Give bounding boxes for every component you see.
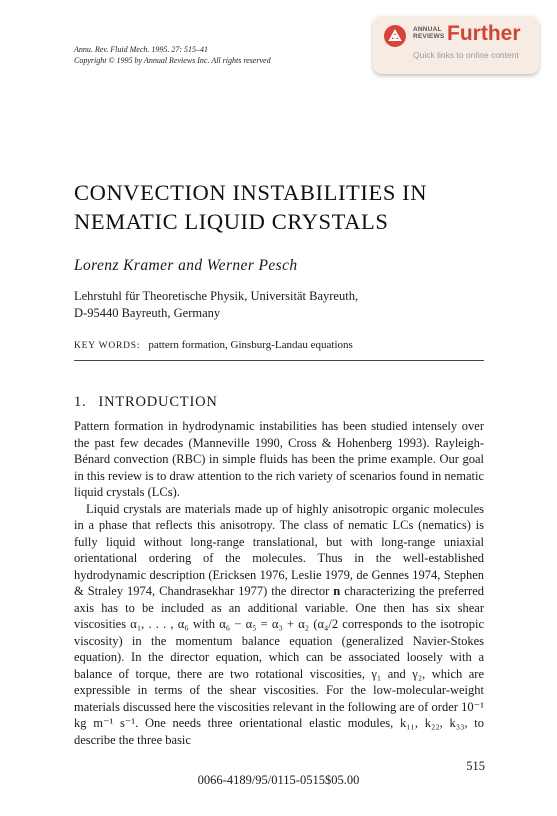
- further-badge[interactable]: [373, 16, 539, 74]
- paragraph-2-part-b: characterizing the preferred axis has to be included as an additional variable. One then has six shear viscosities α₁, . . . , α₆ with α₆ − α₅ = α₃ + α₂ (α₄/2 corresponds to the isotropic viscosity) in the momentum balance equation (generalized Navier-Stokes equation). In the director equation, which can be associated loosely with a balance of torque, there are two rotational viscosities, γ₁ and γ₂, which are expressible in terms of the shear viscosities. For the low-molecular-weight materials discussed here the viscosities relevant in the following are of order 10⁻¹ kg m⁻¹ s⁻¹. One needs three orientational elastic modules, k₁₁, k₂₂, k₃₃, to describe the three basic: [74, 584, 484, 747]
- further-brand-line2: REVIEWS: [413, 33, 445, 40]
- keywords-label: KEY WORDS:: [74, 341, 141, 351]
- keywords: [74, 339, 353, 351]
- journal-citation-line: Annu. Rev. Fluid Mech. 1995. 27: 515–41: [74, 45, 209, 54]
- annual-reviews-logo-icon: [384, 25, 406, 47]
- issn-line: 0066-4189/95/0115-0515$05.00: [197, 773, 360, 787]
- body-text: [74, 418, 484, 748]
- further-tagline: Quick links to online content: [413, 50, 519, 60]
- further-word: Further: [447, 22, 521, 45]
- paragraph-2-part-a: Liquid crystals are materials made up of highly anisotropic organic molecules in a phase that reflects this anisotropy. The class of nematic LCs (nematics) is fully liquid without long-range translational, but with long-range uniaxial orientational ordering of the molecules. Thus in the well-established hydrodynamic description (Ericksen 1976, Leslie 1979, de Gennes 1974, Stephen & Straley 1974, Chandrasekhar 1977) the director: [74, 501, 484, 598]
- authors: Lorenz Kramer and Werner Pesch: [74, 257, 298, 274]
- paragraph-1: Pattern formation in hydrodynamic instabilities has been studied intensely over the past few decades (Manneville 1990, Cross & Hohenberg 1993). Rayleigh-Bénard convection (RBC) in simple fluids has been the prime example. Our goal in this review is to draw attention to the rich variety of scenarios found in nematic liquid crystals (LCs).: [74, 419, 484, 499]
- director-symbol: n: [333, 584, 341, 598]
- affiliation-line2: D-95440 Bayreuth, Germany: [74, 306, 221, 320]
- affiliation: [74, 288, 358, 322]
- journal-citation: [74, 44, 271, 66]
- article-title: [74, 178, 534, 236]
- paragraph-2: [74, 501, 484, 749]
- further-brand: [413, 26, 444, 40]
- page-number: 515: [466, 759, 485, 773]
- article-title-line2: NEMATIC LIQUID CRYSTALS: [74, 209, 389, 234]
- section-title: INTRODUCTION: [98, 394, 218, 410]
- section-number: 1.: [74, 394, 87, 410]
- copyright-line: Copyright © 1995 by Annual Reviews Inc. All rights reserved: [74, 56, 271, 65]
- divider: [74, 360, 484, 361]
- section-heading: [74, 394, 218, 411]
- article-title-line1: CONVECTION INSTABILITIES IN: [74, 180, 428, 205]
- affiliation-line1: Lehrstuhl für Theoretische Physik, Universität Bayreuth,: [74, 289, 359, 303]
- further-brand-line1: ANNUAL: [413, 26, 442, 33]
- keywords-list: pattern formation, Ginsburg-Landau equations: [148, 339, 353, 351]
